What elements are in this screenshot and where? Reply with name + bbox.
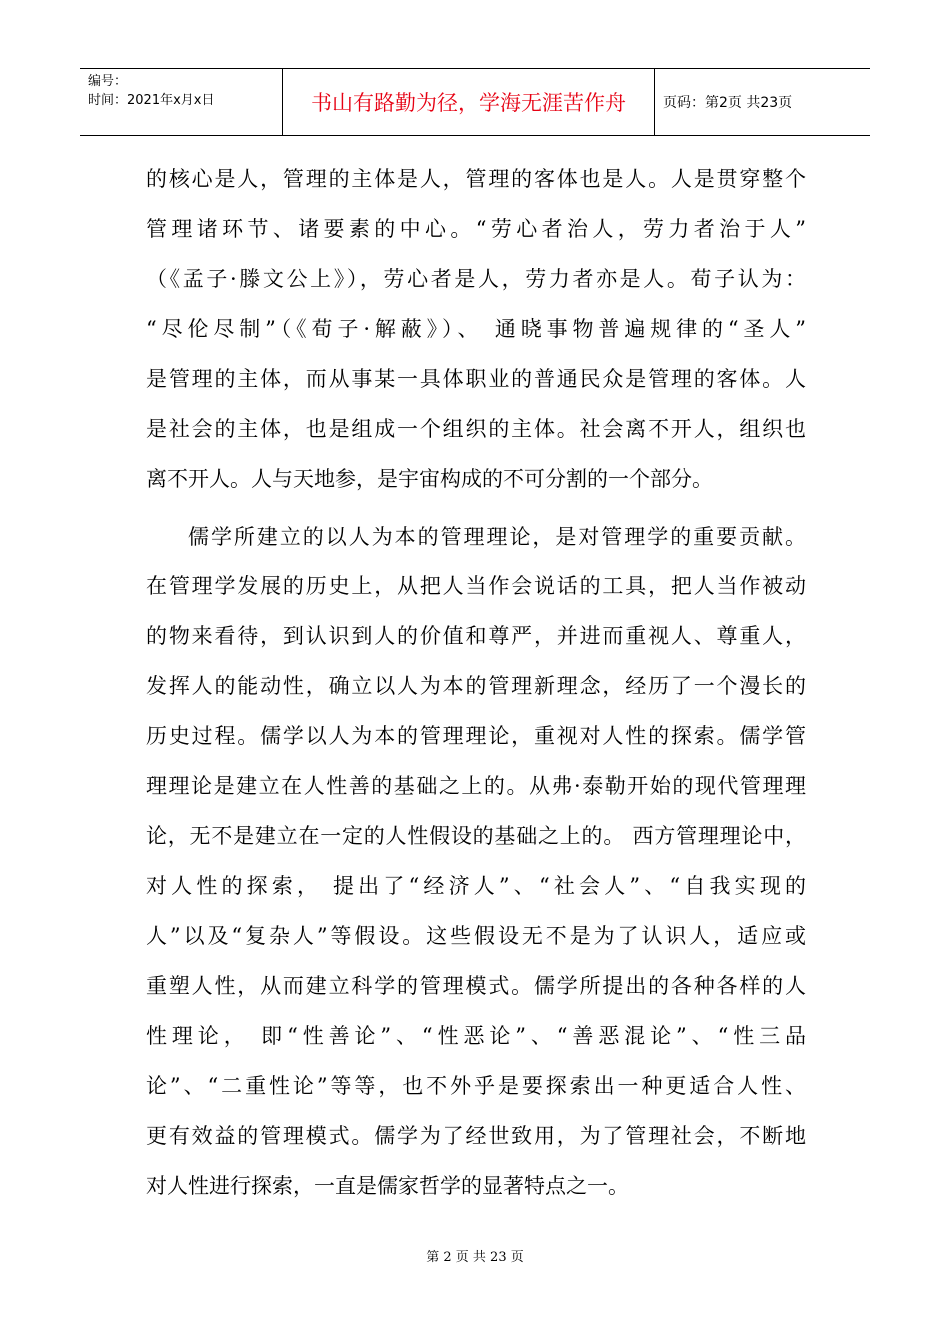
- body-line: 对人性进行探索，一直是儒家哲学的显著特点之一。: [146, 1174, 629, 1198]
- body-line: （《孟子·滕文公上》），劳心者是人，劳力者亦是人。荀子认为：: [146, 267, 806, 291]
- body-line: 离不开人。人与天地参，是宇宙构成的不可分割的一个部分。: [146, 467, 713, 491]
- body-line: “尽伦尽制”（《荀子·解蔽》）、 通晓事物普遍规律的“圣人”: [146, 317, 806, 341]
- header-page-info: 页码：第2页 共23页: [663, 95, 793, 111]
- header-page-cell: [655, 69, 870, 135]
- header-meta-cell: [80, 69, 282, 135]
- body-line: 性理论， 即“性善论”、“性恶论”、“善恶混论”、“性三品: [146, 1024, 806, 1048]
- body-line: 在管理学发展的历史上，从把人当作会说话的工具，把人当作被动: [146, 574, 806, 598]
- body-line: 发挥人的能动性，确立以人为本的管理新理念，经历了一个漫长的: [146, 674, 806, 698]
- body-line: 论”、“二重性论”等等，也不外乎是要探索出一种更适合人性、: [146, 1074, 806, 1098]
- body-line: 对人性的探索， 提出了“经济人”、“社会人”、“自我实现的: [146, 874, 806, 898]
- document-number-label: 编号：: [88, 74, 128, 89]
- body-line: 管理诸环节、诸要素的中心。“劳心者治人，劳力者治于人”: [146, 217, 806, 241]
- body-line: 是社会的主体，也是组成一个组织的主体。社会离不开人，组织也: [146, 417, 806, 441]
- body-line: 更有效益的管理模式。儒学为了经世致用，为了管理社会，不断地: [146, 1124, 806, 1148]
- body-line: 历史过程。儒学以人为本的管理理论，重视对人性的探索。儒学管: [146, 724, 806, 748]
- body-line: 是管理的主体，而从事某一具体职业的普通民众是管理的客体。人: [146, 367, 806, 391]
- body-line: 重塑人性，从而建立科学的管理模式。儒学所提出的各种各样的人: [146, 974, 806, 998]
- document-header-table: [80, 68, 870, 136]
- document-time-label: 时间：2021年x月x日: [88, 93, 215, 108]
- body-line: 的核心是人，管理的主体是人，管理的客体也是人。人是贯穿整个: [146, 167, 806, 191]
- header-motto-cell: [282, 69, 655, 135]
- page-footer: 第 2 页 共 23 页: [426, 1250, 524, 1265]
- body-line: 的物来看待，到认识到人的价值和尊严，并进而重视人、尊重人，: [146, 624, 806, 648]
- body-line: 儒学所建立的以人为本的管理理论，是对管理学的重要贡献。: [188, 525, 806, 549]
- body-line: 论，无不是建立在一定的人性假设的基础之上的。 西方管理理论中，: [146, 824, 806, 848]
- header-motto: 书山有路勤为径，学海无涯苦作舟: [311, 91, 626, 115]
- body-line: 理理论是建立在人性善的基础之上的。从弗·泰勒开始的现代管理理: [146, 774, 806, 798]
- body-line: 人”以及“复杂人”等假设。这些假设无不是为了认识人，适应或: [146, 924, 806, 948]
